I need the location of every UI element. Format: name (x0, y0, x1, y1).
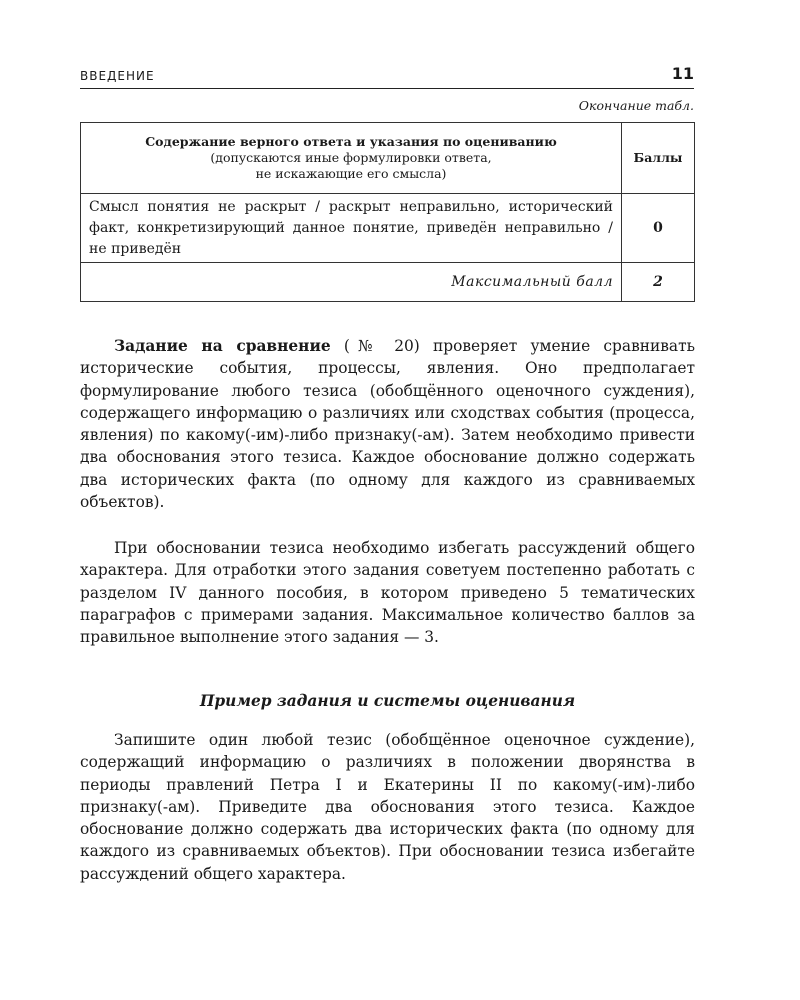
paragraph-1-bold-lead: Задание на сравнение (114, 337, 331, 355)
scoring-table (80, 122, 695, 302)
table-header-row (81, 123, 695, 194)
head-note-2: не искажающие его смысла) (255, 166, 447, 181)
max-score-label: Максимальный балл (81, 263, 622, 302)
head-points: Баллы (622, 123, 695, 194)
paragraph-advice (80, 537, 695, 648)
max-score-value: 2 (622, 263, 695, 302)
paragraph-3: Запишите один любой тезис (обобщённое оценочное суждение), содержащий информацию о различиях в положении дворянства в периоды правлений Петра I и Екатерины II по какому(-им)-либо признаку(-ам). Приведите два обоснования этого тезиса. Каждое обоснование должно содержать два исторических факта (по одному для каждого из сравниваемых объектов). При обосновании тезиса избегайте рассуждений общего характера. (80, 731, 695, 883)
subheading: Пример задания и системы оценивания (199, 692, 576, 710)
paragraph-task-description (80, 335, 695, 513)
paragraph-1-rest: (№ 20) проверяет умение сравнивать исторические события, процессы, явления. Оно предполагает формулирование любого тезиса (обобщённого оценочного суждения), содержащего информацию о различиях или сходствах события (процесса, явления) по какому(-им)-либо признаку(-ам). Затем необходимо привести два обоснования этого тезиса. Каждое обоснование должно содержать два исторических факта (по одному для каждого из сравниваемых объектов). (80, 337, 695, 512)
head-title: Содержание верного ответа и указания по оцениванию (145, 134, 557, 149)
page-number: 11 (671, 64, 694, 83)
table-head-content (81, 123, 622, 194)
table-caption: Окончание табл. (578, 98, 694, 113)
paragraph-example-task (80, 729, 695, 885)
row-criteria: Смысл понятия не раскрыт / раскрыт неправильно, исторический факт, конкретизирующий данное понятие, приведён неправильно / не приведён (81, 194, 622, 263)
paragraph-2: При обосновании тезиса необходимо избегать рассуждений общего характера. Для отработки этого задания советуем постепенно работать с разделом IV данного пособия, в котором приведено 5 тематических параграфов с примерами задания. Максимальное количество баллов за правильное выполнение этого задания — 3. (80, 539, 695, 647)
row-score: 0 (622, 194, 695, 263)
table-row (81, 194, 695, 263)
paragraph-1 (80, 335, 695, 513)
running-header (80, 64, 694, 89)
head-note-1: (допускаются иные формулировки ответа, (210, 150, 492, 165)
table-row-max (81, 263, 695, 302)
section-title: ВВЕДЕНИЕ (80, 69, 155, 83)
